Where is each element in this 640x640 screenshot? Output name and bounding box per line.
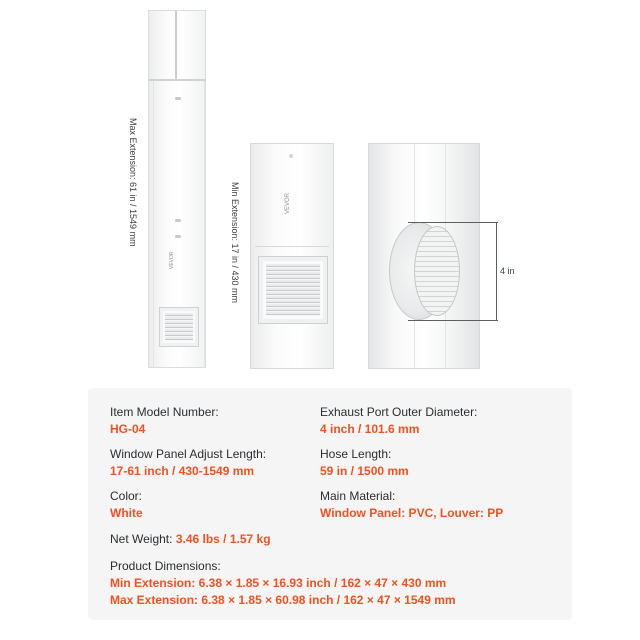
spec-label: Color: [110, 489, 143, 503]
brand-logo: VEVOR [169, 251, 175, 269]
louver-slats [266, 264, 320, 316]
spec-value: 3.46 lbs / 1.57 kg [175, 532, 271, 546]
dimension-line-top [408, 222, 498, 223]
spec-label: Hose Length: [320, 447, 392, 461]
spec-adjust-length [110, 446, 266, 480]
spec-label: Exhaust Port Outer Diameter: [320, 405, 478, 419]
panel-clip [175, 219, 181, 222]
spec-label: Net Weight: [110, 532, 176, 546]
spec-value: 59 in / 1500 mm [320, 464, 409, 478]
spec-hose-length [320, 446, 409, 480]
spec-dims-min: Min Extension: 6.38 × 1.85 × 16.93 inch / 162 × 47 × 430 mm [110, 576, 447, 590]
spec-value: White [110, 506, 143, 520]
spec-dims-max: Max Extension: 6.38 × 1.85 × 60.98 inch / 162 × 47 × 1549 mm [110, 593, 456, 607]
spec-value: Window Panel: PVC, Louver: PP [320, 506, 504, 520]
spec-label: Window Panel Adjust Length: [110, 447, 267, 461]
brand-logo: VEVOR [285, 192, 291, 214]
spec-exhaust-diameter [320, 404, 477, 438]
panel-seam [175, 11, 177, 79]
panel-clip [175, 235, 181, 238]
exhaust-port-grille [414, 226, 460, 316]
min-extension-label: Min Extension: 17 in / 430 mm [230, 182, 240, 304]
panel-seam [255, 246, 329, 247]
spec-color [110, 488, 143, 522]
spec-label: Product Dimensions: [110, 559, 221, 573]
spec-value: 17-61 inch / 430-1549 mm [110, 464, 255, 478]
spec-model [110, 404, 219, 438]
spec-value: HG-04 [110, 422, 146, 436]
spec-label: Main Material: [320, 489, 396, 503]
window-panel-min-extension [250, 143, 334, 369]
window-panel-max-extension [148, 10, 206, 368]
louver-vent [258, 256, 328, 324]
max-extension-label: Max Extension: 61 in / 1549 mm [128, 118, 138, 247]
louver-vent [159, 307, 199, 347]
spec-material [320, 488, 503, 522]
spec-weight [110, 531, 271, 548]
spec-dimensions [110, 558, 456, 609]
port-diameter-label: 4 in [500, 266, 515, 276]
spec-value: 4 inch / 101.6 mm [320, 422, 420, 436]
panel-clip [175, 97, 181, 100]
dimension-line-vertical [496, 222, 497, 321]
louver-slats [165, 313, 193, 341]
specifications-card [88, 388, 572, 620]
mount-hole [289, 154, 293, 158]
dimension-line-bottom [408, 320, 498, 321]
spec-label: Item Model Number: [110, 405, 219, 419]
